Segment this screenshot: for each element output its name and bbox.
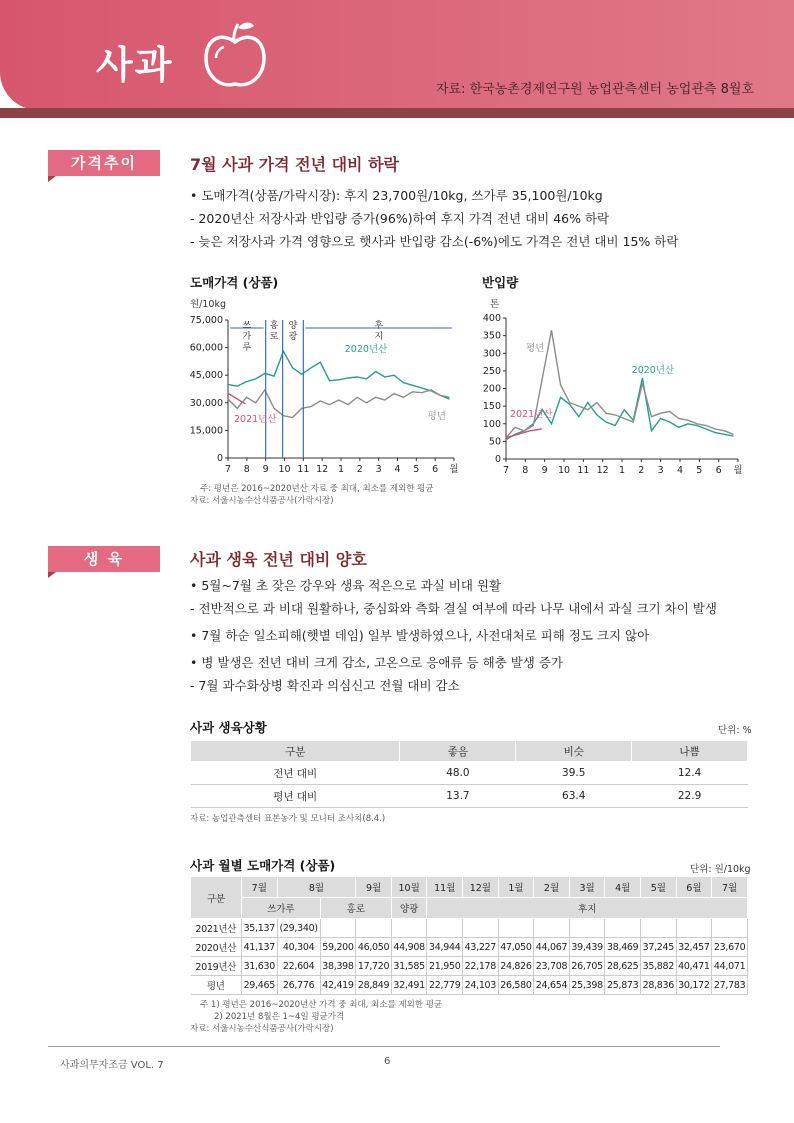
header-strip — [0, 108, 794, 118]
table-cell: 31,585 — [391, 957, 427, 976]
price-line-1: • 도매가격(상품/가락시장): 후지 23,700원/10kg, 쓰가루 35,100원/10kg — [190, 188, 603, 203]
monthly-table-title: 사과 월별 도매가격 (상품) — [190, 858, 336, 873]
x-tick-label: 8 — [522, 465, 529, 476]
table-cell: 35,882 — [641, 957, 677, 976]
x-tick-label: 3 — [657, 465, 664, 476]
volume-chart-ylabel: 톤 — [490, 299, 500, 310]
x-tick-label: 월 — [449, 464, 459, 475]
month-header: 2월 — [534, 877, 570, 898]
period-label: 후 — [374, 321, 384, 331]
table-cell: 32,457 — [676, 938, 712, 957]
growth-line-2: - 전반적으로 과 비대 원활하나, 중심화와 측화 결실 여부에 따라 나무 내에서 과실 크기 차이 발생 — [190, 601, 717, 616]
table-cell — [712, 919, 748, 938]
table-cell — [427, 919, 463, 938]
table-cell: 41,137 — [242, 938, 278, 957]
table-cell: 43,227 — [463, 938, 499, 957]
table-cell: 22,178 — [463, 957, 499, 976]
variety-header: 양광 — [391, 898, 427, 919]
x-tick-label: 11 — [577, 465, 590, 476]
table-cell: 24,826 — [498, 957, 534, 976]
price-section-badge: 가격추이 — [48, 150, 160, 176]
growth-header-category: 구분 — [191, 741, 400, 762]
table-cell: 27,783 — [712, 976, 748, 995]
table-cell: 37,245 — [641, 938, 677, 957]
table-cell: 40,471 — [676, 957, 712, 976]
month-header: 8월 — [277, 877, 356, 898]
table-cell: 59,200 — [320, 938, 356, 957]
y-tick-label: 45,000 — [189, 370, 223, 382]
table-cell — [569, 919, 605, 938]
period-label: 루 — [242, 343, 252, 353]
table-cell: 28,625 — [605, 957, 641, 976]
table-cell: 24,103 — [463, 976, 499, 995]
monthly-note-1: 주 1) 평년은 2016~2020년산 가격 중 최대, 최소를 제외한 평균 — [200, 1000, 443, 1010]
table-cell: 26,580 — [498, 976, 534, 995]
table-cell: 44,908 — [391, 938, 427, 957]
growth-table — [190, 740, 748, 808]
volume-chart-title: 반입량 — [482, 275, 519, 290]
x-tick-label: 10 — [278, 464, 291, 475]
table-cell: 25,398 — [569, 976, 605, 995]
x-tick-label: 2 — [638, 465, 645, 476]
period-label: 로 — [269, 332, 279, 342]
row-label: 평년 — [191, 976, 242, 995]
variety-header: 쓰가루 — [242, 898, 321, 919]
period-label: 양 — [288, 321, 298, 331]
x-tick-label: 4 — [676, 465, 684, 476]
apple-icon — [200, 14, 270, 94]
header-source: 자료: 한국농촌경제연구원 농업관측센터 농업관측 8월호 — [435, 82, 754, 97]
table-cell: 26,776 — [277, 976, 320, 995]
y-tick-label: 400 — [482, 313, 501, 324]
table-cell: 31,630 — [242, 957, 278, 976]
table-cell: 38,469 — [605, 938, 641, 957]
month-header: 9월 — [356, 877, 392, 898]
table-cell: 30,172 — [676, 976, 712, 995]
x-tick-label: 7 — [502, 465, 510, 476]
growth-table-title: 사과 생육상황 — [190, 720, 267, 735]
table-cell — [605, 919, 641, 938]
price-chart-title: 도매가격 (상품) — [190, 275, 279, 290]
period-label: 광 — [288, 332, 298, 342]
y-tick-label: 150 — [482, 401, 501, 413]
table-row — [191, 938, 748, 957]
y-tick-label: 350 — [482, 330, 501, 342]
x-tick-label: 12 — [316, 464, 329, 475]
monthly-note-2: 2) 2021년 8월은 1~4일 평균가격 — [214, 1012, 345, 1022]
table-cell: 44,071 — [712, 957, 748, 976]
table-cell: 28,836 — [641, 976, 677, 995]
x-tick-label: 11 — [297, 464, 310, 475]
table-cell — [641, 919, 677, 938]
month-header: 7월 — [712, 877, 748, 898]
price-line-3: - 늦은 저장사과 가격 영향으로 햇사과 반입량 감소(-6%)에도 가격은 전년 대비 15% 하락 — [190, 234, 679, 249]
growth-header-similar: 비슷 — [516, 741, 632, 762]
table-cell: 63.4 — [516, 785, 632, 808]
table-cell: 22,604 — [277, 957, 320, 976]
y-tick-label: 0 — [216, 453, 223, 464]
x-tick-label: 9 — [541, 465, 548, 476]
price-chart-ylabel: 원/10kg — [190, 299, 226, 310]
monthly-price-table — [190, 876, 748, 995]
month-header: 7월 — [242, 877, 278, 898]
period-label: 홍 — [269, 321, 279, 331]
period-label: 가 — [242, 332, 252, 342]
growth-line-5: - 7월 과수화상병 확진과 의심신고 전월 대비 감소 — [190, 678, 460, 693]
table-cell: 23,670 — [712, 938, 748, 957]
series-label: 2021년산 — [234, 414, 277, 425]
x-tick-label: 5 — [696, 465, 703, 476]
price-line-2: - 2020년산 저장사과 반입량 증가(96%)하여 후지 가격 전년 대비 46% 하락 — [190, 211, 610, 226]
table-cell — [391, 919, 427, 938]
y-tick-label: 0 — [494, 454, 501, 465]
x-tick-label: 4 — [394, 464, 401, 475]
row-label: 2021년산 — [191, 919, 242, 938]
table-cell: 34,944 — [427, 938, 463, 957]
growth-line-1: • 5월~7월 초 잦은 강우와 생육 적은으로 과실 비대 원활 — [190, 578, 502, 593]
month-header: 4월 — [605, 877, 641, 898]
x-tick-label: 9 — [262, 464, 269, 475]
volume-chart — [478, 300, 750, 480]
footer-publication: 사과의무자조금 VOL. 7 — [60, 1060, 164, 1071]
table-cell: 44,067 — [534, 938, 570, 957]
x-tick-label: 6 — [432, 464, 439, 475]
monthly-corner-header: 구분 — [191, 877, 242, 919]
variety-header: 홍로 — [320, 898, 391, 919]
y-tick-label: 50 — [488, 436, 501, 448]
footer-divider — [48, 1046, 720, 1047]
table-cell: 평년 대비 — [191, 785, 400, 808]
table-cell: 28,849 — [356, 976, 392, 995]
growth-header-bad: 나쁨 — [632, 741, 748, 762]
table-cell: 39.5 — [516, 762, 632, 785]
table-cell: 40,304 — [277, 938, 320, 957]
y-tick-label: 200 — [482, 383, 501, 395]
x-tick-label: 5 — [413, 464, 420, 475]
table-cell: 17,720 — [356, 957, 392, 976]
growth-table-source: 자료: 농업관측센터 표본농가 및 모니터 조사치(8.4.) — [190, 814, 386, 824]
table-cell: 13.7 — [400, 785, 516, 808]
page-number: 6 — [384, 1056, 391, 1067]
x-tick-label: 1 — [337, 464, 345, 475]
series-label: 2021년산 — [510, 409, 553, 420]
x-tick-label: 6 — [715, 465, 722, 476]
y-tick-label: 300 — [482, 348, 501, 360]
chart-note: 주: 평년은 2016~2020년산 자료 중 최대, 최소를 제외한 평균 — [200, 484, 434, 494]
x-tick-label: 7 — [224, 464, 232, 475]
table-cell: 32,491 — [391, 976, 427, 995]
monthly-source: 자료: 서울시농수산식품공사(가락시장) — [190, 1024, 334, 1034]
growth-section-badge: 생 육 — [48, 546, 160, 572]
table-cell — [676, 919, 712, 938]
month-header: 6월 — [676, 877, 712, 898]
table-cell: 25,873 — [605, 976, 641, 995]
series-label: 2020년산 — [344, 344, 388, 355]
table-cell: 12.4 — [632, 762, 748, 785]
price-section-title: 7월 사과 가격 전년 대비 하락 — [190, 155, 400, 174]
x-tick-label: 1 — [618, 465, 626, 476]
row-label: 2019년산 — [191, 957, 242, 976]
month-header: 12월 — [463, 877, 499, 898]
table-cell: 48.0 — [400, 762, 516, 785]
table-row — [191, 919, 748, 938]
series-label: 2020년산 — [631, 365, 675, 376]
table-row — [191, 785, 748, 808]
x-tick-label: 2 — [356, 464, 363, 475]
series-label: 평년 — [526, 343, 545, 354]
x-tick-label: 8 — [243, 464, 250, 475]
y-tick-label: 75,000 — [189, 315, 223, 326]
table-cell: 23,708 — [534, 957, 570, 976]
x-tick-label: 10 — [557, 465, 571, 476]
table-cell — [320, 919, 356, 938]
y-tick-label: 60,000 — [189, 342, 223, 354]
table-cell — [463, 919, 499, 938]
table-row — [191, 957, 748, 976]
table-row — [191, 762, 748, 785]
growth-table-unit: 단위: % — [718, 725, 752, 736]
month-header: 10월 — [391, 877, 427, 898]
month-header: 1월 — [498, 877, 534, 898]
chart-source: 자료: 서울시농수산식품공사(가락시장) — [190, 496, 334, 506]
period-label: 지 — [374, 332, 384, 342]
variety-header: 후지 — [427, 898, 748, 919]
page-title: 사과 — [96, 43, 174, 87]
month-header: 11월 — [427, 877, 463, 898]
y-tick-label: 15,000 — [189, 425, 223, 437]
table-cell — [534, 919, 570, 938]
price-chart — [186, 300, 466, 480]
table-cell: 21,950 — [427, 957, 463, 976]
series-label: 평년 — [427, 411, 446, 422]
table-cell: 24,654 — [534, 976, 570, 995]
month-header: 5월 — [641, 877, 677, 898]
table-cell: 22,779 — [427, 976, 463, 995]
table-cell: 전년 대비 — [191, 762, 400, 785]
growth-line-3: • 7월 하순 일소피해(햇볕 데임) 일부 발생하였으나, 사전대처로 피해 정도 크지 않아 — [190, 628, 650, 643]
row-label: 2020년산 — [191, 938, 242, 957]
period-label: 쓰 — [242, 321, 252, 331]
table-cell: 26,705 — [569, 957, 605, 976]
table-cell — [498, 919, 534, 938]
table-cell — [356, 919, 392, 938]
table-cell: 29,465 — [242, 976, 278, 995]
growth-line-4: • 병 발생은 전년 대비 크게 감소, 고온으로 응애류 등 해충 발생 증가 — [190, 655, 563, 670]
table-cell: 38,398 — [320, 957, 356, 976]
month-header: 3월 — [569, 877, 605, 898]
table-cell: 22.9 — [632, 785, 748, 808]
table-cell: 47,050 — [498, 938, 534, 957]
table-cell: 46,050 — [356, 938, 392, 957]
table-row — [191, 976, 748, 995]
table-cell: 35,137 — [242, 919, 278, 938]
x-tick-label: 12 — [596, 465, 609, 476]
x-tick-label: 월 — [733, 465, 743, 476]
monthly-table-unit: 단위: 원/10kg — [690, 864, 751, 875]
growth-section-title: 사과 생육 전년 대비 양호 — [190, 550, 367, 569]
table-cell: 39,439 — [569, 938, 605, 957]
y-tick-label: 250 — [482, 365, 501, 377]
x-tick-label: 3 — [375, 464, 382, 475]
y-tick-label: 100 — [482, 418, 501, 430]
growth-header-good: 좋음 — [400, 741, 516, 762]
y-tick-label: 30,000 — [189, 397, 223, 409]
table-cell: (29,340) — [277, 919, 320, 938]
table-cell: 42,419 — [320, 976, 356, 995]
